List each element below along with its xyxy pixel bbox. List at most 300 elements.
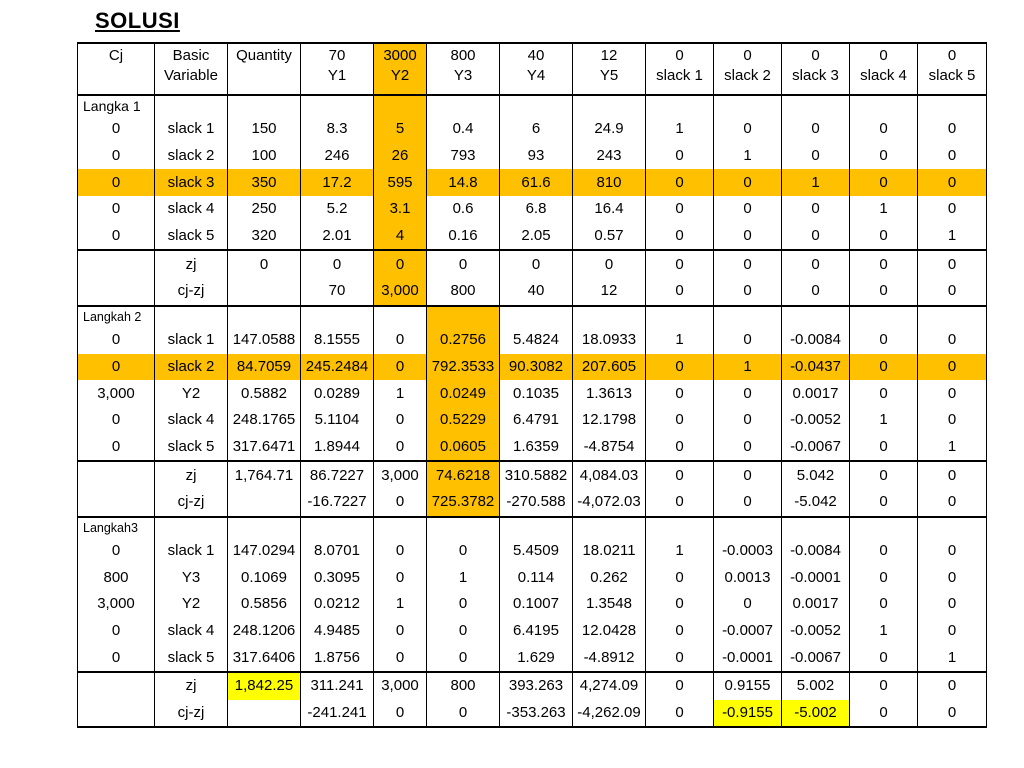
table-cell: 1.3548	[573, 591, 646, 618]
table-cell: 1	[646, 538, 714, 565]
table-cell: 100	[228, 143, 301, 170]
table-cell: 317.6406	[228, 644, 301, 672]
total-cell: 800	[427, 278, 500, 306]
total-cell: 40	[500, 278, 573, 306]
total-cell: 0	[500, 250, 573, 278]
total-cell	[78, 700, 155, 728]
total-cell: 1,764.71	[228, 461, 301, 489]
table-cell: 1	[714, 354, 782, 381]
table-cell: -0.0084	[782, 538, 850, 565]
column-header	[228, 43, 301, 95]
total-cell	[78, 461, 155, 489]
table-cell: 6	[500, 116, 573, 143]
table-cell: 0	[646, 380, 714, 407]
table-cell: 0	[374, 538, 427, 565]
column-header	[918, 43, 987, 95]
total-cell: 0	[646, 461, 714, 489]
total-cell: 1,842.25	[228, 672, 301, 700]
table-cell: 0	[850, 223, 918, 251]
table-cell: 0.0249	[427, 380, 500, 407]
section-label: Langka 1	[78, 95, 155, 116]
section-label: Langkah3	[78, 517, 155, 538]
table-cell: -0.0001	[782, 564, 850, 591]
total-cell: 5.002	[782, 672, 850, 700]
table-cell: 4.9485	[301, 618, 374, 645]
table-row	[78, 116, 987, 143]
empty-cell	[646, 517, 714, 538]
table-cell: 0	[374, 354, 427, 381]
table-cell: 0	[78, 354, 155, 381]
column-header-line: slack 2	[724, 67, 771, 84]
table-cell: 0.114	[500, 564, 573, 591]
empty-cell	[301, 306, 374, 327]
total-cell	[78, 489, 155, 517]
column-header	[500, 43, 573, 95]
total-cell: 86.7227	[301, 461, 374, 489]
section-label-row	[78, 306, 987, 327]
table-cell: 0	[646, 223, 714, 251]
empty-cell	[646, 306, 714, 327]
table-cell: 18.0933	[573, 327, 646, 354]
total-cell: 0	[228, 250, 301, 278]
table-cell: 0	[78, 196, 155, 223]
column-header-line: 0	[947, 47, 957, 64]
column-header	[573, 43, 646, 95]
table-cell: 0	[850, 354, 918, 381]
table-cell: 0.0605	[427, 434, 500, 462]
table-cell: 6.4195	[500, 618, 573, 645]
table-cell: Y2	[155, 591, 228, 618]
empty-cell	[228, 306, 301, 327]
table-row	[78, 538, 987, 565]
table-cell: 0	[918, 407, 987, 434]
table-row	[78, 591, 987, 618]
table-cell: 16.4	[573, 196, 646, 223]
empty-cell	[714, 95, 782, 116]
empty-cell	[714, 306, 782, 327]
table-cell: 793	[427, 143, 500, 170]
empty-cell	[646, 95, 714, 116]
table-cell: 0	[374, 618, 427, 645]
column-header-line: 3000	[383, 47, 417, 64]
total-cell: 0	[850, 461, 918, 489]
table-cell: 248.1765	[228, 407, 301, 434]
table-cell: 0	[918, 169, 987, 196]
total-cell: -5.042	[782, 489, 850, 517]
table-cell: 0.1069	[228, 564, 301, 591]
total-cell: 0	[646, 278, 714, 306]
empty-cell	[850, 306, 918, 327]
table-cell: -4.8912	[573, 644, 646, 672]
table-cell: 1	[782, 169, 850, 196]
table-cell: 1.8756	[301, 644, 374, 672]
table-cell: 0	[714, 327, 782, 354]
table-cell: Y2	[155, 380, 228, 407]
total-cell: 0	[646, 489, 714, 517]
total-cell: 5.042	[782, 461, 850, 489]
empty-cell	[155, 517, 228, 538]
table-cell: 18.0211	[573, 538, 646, 565]
total-cell: cj-zj	[155, 489, 228, 517]
table-cell: 0	[850, 380, 918, 407]
total-cell: 0	[850, 672, 918, 700]
empty-cell	[374, 306, 427, 327]
total-cell: -270.588	[500, 489, 573, 517]
table-cell: 0.2756	[427, 327, 500, 354]
table-cell: 0	[374, 564, 427, 591]
total-cell: -5.002	[782, 700, 850, 728]
table-row	[78, 434, 987, 462]
total-cell: 0	[374, 250, 427, 278]
total-cell: 12	[573, 278, 646, 306]
table-cell: 1	[374, 591, 427, 618]
table-cell: 0.1007	[500, 591, 573, 618]
table-cell: 0	[918, 354, 987, 381]
total-cell: 0	[301, 250, 374, 278]
cj-zj-row	[78, 278, 987, 306]
total-cell	[78, 278, 155, 306]
table-cell: 1	[918, 434, 987, 462]
empty-cell	[500, 95, 573, 116]
table-cell: 0	[918, 380, 987, 407]
table-cell: 0	[918, 327, 987, 354]
table-cell: 0	[918, 618, 987, 645]
table-cell: 0	[714, 223, 782, 251]
total-cell	[228, 700, 301, 728]
empty-cell	[301, 517, 374, 538]
table-cell: 0	[78, 143, 155, 170]
column-header	[301, 43, 374, 95]
empty-cell	[155, 306, 228, 327]
column-header-line: Y1	[327, 67, 347, 84]
table-cell: 6.8	[500, 196, 573, 223]
table-cell: 8.0701	[301, 538, 374, 565]
table-cell: 0	[782, 143, 850, 170]
table-cell: 0.5856	[228, 591, 301, 618]
total-cell: 0	[850, 489, 918, 517]
table-cell: 0	[850, 143, 918, 170]
page-title: SOLUSI	[95, 8, 180, 33]
table-cell: 12.0428	[573, 618, 646, 645]
zj-row	[78, 672, 987, 700]
table-cell: 0	[374, 644, 427, 672]
header-row	[78, 43, 987, 95]
table-cell: 0	[374, 407, 427, 434]
column-header-line: 0	[675, 47, 684, 64]
table-row	[78, 327, 987, 354]
table-row	[78, 407, 987, 434]
table-cell: 1.6359	[500, 434, 573, 462]
column-header	[850, 43, 918, 95]
table-cell: 17.2	[301, 169, 374, 196]
total-cell: 0	[714, 489, 782, 517]
table-cell: 61.6	[500, 169, 573, 196]
empty-cell	[155, 95, 228, 116]
table-cell: -0.0001	[714, 644, 782, 672]
total-cell: 0	[646, 672, 714, 700]
cj-zj-row	[78, 700, 987, 728]
column-header-line: slack 3	[792, 67, 839, 84]
table-cell: 0	[714, 407, 782, 434]
total-cell: 3,000	[374, 672, 427, 700]
table-cell: 0	[714, 434, 782, 462]
total-cell: -0.9155	[714, 700, 782, 728]
table-row	[78, 169, 987, 196]
column-header	[374, 43, 427, 95]
table-cell: Y3	[155, 564, 228, 591]
table-cell: 1.3613	[573, 380, 646, 407]
column-header-line: slack 5	[928, 67, 976, 84]
total-cell: zj	[155, 461, 228, 489]
empty-cell	[301, 95, 374, 116]
column-header-line: 70	[328, 47, 346, 64]
table-cell: 1.8944	[301, 434, 374, 462]
table-cell: 12.1798	[573, 407, 646, 434]
total-cell: 70	[301, 278, 374, 306]
table-cell: 0	[646, 354, 714, 381]
table-cell: 0.5882	[228, 380, 301, 407]
table-cell: -0.0007	[714, 618, 782, 645]
total-cell: 0	[782, 250, 850, 278]
column-header	[782, 43, 850, 95]
total-cell: -4,072.03	[573, 489, 646, 517]
total-cell: 0	[918, 489, 987, 517]
column-header-line: Basic	[172, 47, 210, 64]
table-cell: 0.1035	[500, 380, 573, 407]
table-cell: 8.3	[301, 116, 374, 143]
total-cell: 0	[714, 461, 782, 489]
table-cell: 1	[850, 618, 918, 645]
empty-cell	[782, 95, 850, 116]
table-cell: 0	[427, 591, 500, 618]
column-header-line: Y3	[453, 67, 473, 84]
table-cell: 1	[427, 564, 500, 591]
table-cell: 147.0294	[228, 538, 301, 565]
empty-cell	[573, 95, 646, 116]
table-cell: 0	[918, 116, 987, 143]
table-cell: 0	[918, 564, 987, 591]
table-cell: 2.05	[500, 223, 573, 251]
column-header-line: Y2	[390, 67, 410, 84]
table-cell: 317.6471	[228, 434, 301, 462]
empty-cell	[374, 517, 427, 538]
table-cell: 1	[918, 644, 987, 672]
total-cell: 0	[918, 672, 987, 700]
total-cell: -16.7227	[301, 489, 374, 517]
empty-cell	[427, 306, 500, 327]
table-cell: -0.0084	[782, 327, 850, 354]
table-cell: 0	[850, 538, 918, 565]
table-cell: 0	[646, 564, 714, 591]
total-cell: 0	[573, 250, 646, 278]
empty-cell	[228, 517, 301, 538]
zj-row	[78, 250, 987, 278]
empty-cell	[782, 306, 850, 327]
total-cell	[228, 278, 301, 306]
table-cell: 0	[646, 407, 714, 434]
table-cell: 6.4791	[500, 407, 573, 434]
table-cell: 0.57	[573, 223, 646, 251]
table-cell: 0	[850, 564, 918, 591]
table-cell: slack 5	[155, 644, 228, 672]
table-cell: 0	[646, 169, 714, 196]
table-cell: 0.0017	[782, 591, 850, 618]
total-cell	[78, 250, 155, 278]
table-cell: slack 4	[155, 196, 228, 223]
total-cell: 4,274.09	[573, 672, 646, 700]
table-cell: 0	[646, 143, 714, 170]
table-cell: 2.01	[301, 223, 374, 251]
table-cell: 0.0289	[301, 380, 374, 407]
table-cell: slack 5	[155, 223, 228, 251]
table-cell: 0	[78, 327, 155, 354]
total-cell: cj-zj	[155, 278, 228, 306]
empty-cell	[918, 517, 987, 538]
column-header	[646, 43, 714, 95]
table-cell: -0.0437	[782, 354, 850, 381]
total-cell: 0	[374, 700, 427, 728]
total-cell: 0	[427, 250, 500, 278]
total-cell: 725.3782	[427, 489, 500, 517]
table-cell: 150	[228, 116, 301, 143]
total-cell: 0	[918, 278, 987, 306]
table-cell: 0	[646, 644, 714, 672]
table-cell: 0.0017	[782, 380, 850, 407]
empty-cell	[918, 95, 987, 116]
empty-cell	[573, 517, 646, 538]
table-cell: slack 1	[155, 538, 228, 565]
table-cell: 0	[646, 618, 714, 645]
column-header-line: 0	[879, 47, 888, 64]
table-cell: 0	[78, 223, 155, 251]
table-cell: slack 4	[155, 407, 228, 434]
table-cell: 5.4824	[500, 327, 573, 354]
table-cell: 0	[714, 591, 782, 618]
table-cell: 0	[850, 434, 918, 462]
table-cell: 0	[78, 644, 155, 672]
table-cell: 0	[427, 618, 500, 645]
table-row	[78, 644, 987, 672]
column-header-line: slack 1	[656, 67, 703, 84]
table-cell: slack 5	[155, 434, 228, 462]
table-cell: 0	[78, 538, 155, 565]
total-cell: 3,000	[374, 278, 427, 306]
table-cell: 0	[918, 196, 987, 223]
table-cell: 0	[78, 169, 155, 196]
total-cell: 0	[850, 278, 918, 306]
table-cell: 5.4509	[500, 538, 573, 565]
table-cell: 810	[573, 169, 646, 196]
table-cell: 0	[918, 591, 987, 618]
table-cell: 0.6	[427, 196, 500, 223]
table-cell: 0	[646, 196, 714, 223]
table-cell: 0	[782, 116, 850, 143]
table-row	[78, 223, 987, 251]
table-cell: -0.0003	[714, 538, 782, 565]
empty-cell	[573, 306, 646, 327]
table-cell: 0.0212	[301, 591, 374, 618]
empty-cell	[374, 95, 427, 116]
table-cell: 1	[918, 223, 987, 251]
total-cell: -241.241	[301, 700, 374, 728]
table-row	[78, 354, 987, 381]
table-cell: 0	[78, 116, 155, 143]
table-row	[78, 380, 987, 407]
column-header-line: Y4	[526, 67, 546, 84]
empty-cell	[427, 95, 500, 116]
total-cell: 0	[918, 250, 987, 278]
empty-cell	[500, 306, 573, 327]
table-cell: 350	[228, 169, 301, 196]
total-cell: zj	[155, 250, 228, 278]
table-cell: 84.7059	[228, 354, 301, 381]
table-cell: 93	[500, 143, 573, 170]
table-cell: 0.0013	[714, 564, 782, 591]
table-cell: 5	[374, 116, 427, 143]
table-cell: slack 1	[155, 327, 228, 354]
section-label: Langkah 2	[78, 306, 155, 327]
table-cell: 792.3533	[427, 354, 500, 381]
empty-cell	[714, 517, 782, 538]
section-label-row	[78, 95, 987, 116]
table-cell: 1	[714, 143, 782, 170]
total-cell: 393.263	[500, 672, 573, 700]
table-cell: -0.0052	[782, 407, 850, 434]
total-cell: -353.263	[500, 700, 573, 728]
total-cell: 0	[374, 489, 427, 517]
empty-cell	[850, 517, 918, 538]
table-cell: 1	[646, 116, 714, 143]
table-cell: 0.3095	[301, 564, 374, 591]
table-cell: 0	[714, 196, 782, 223]
table-cell: 0	[782, 196, 850, 223]
table-cell: 0.16	[427, 223, 500, 251]
table-cell: 0	[782, 223, 850, 251]
table-cell: slack 2	[155, 354, 228, 381]
table-cell: 8.1555	[301, 327, 374, 354]
total-cell: 0	[646, 250, 714, 278]
table-cell: -0.0067	[782, 434, 850, 462]
table-cell: 243	[573, 143, 646, 170]
table-cell: 1.629	[500, 644, 573, 672]
table-row	[78, 564, 987, 591]
empty-cell	[782, 517, 850, 538]
column-header-line: Cj	[108, 47, 124, 64]
column-header-line: slack 4	[860, 67, 907, 84]
total-cell	[78, 672, 155, 700]
table-cell: 207.605	[573, 354, 646, 381]
column-header	[155, 43, 228, 95]
total-cell: 310.5882	[500, 461, 573, 489]
empty-cell	[850, 95, 918, 116]
total-cell: 74.6218	[427, 461, 500, 489]
total-cell: 3,000	[374, 461, 427, 489]
table-row	[78, 196, 987, 223]
table-cell: slack 1	[155, 116, 228, 143]
empty-cell	[427, 517, 500, 538]
table-cell: 3.1	[374, 196, 427, 223]
table-cell: 0.5229	[427, 407, 500, 434]
total-cell: 800	[427, 672, 500, 700]
table-cell: 800	[78, 564, 155, 591]
column-header-line: 40	[527, 47, 545, 64]
table-cell: 1	[850, 196, 918, 223]
table-cell: 147.0588	[228, 327, 301, 354]
table-cell: 4	[374, 223, 427, 251]
total-cell: 0	[646, 700, 714, 728]
table-cell: 245.2484	[301, 354, 374, 381]
column-header-line: 800	[450, 47, 476, 64]
